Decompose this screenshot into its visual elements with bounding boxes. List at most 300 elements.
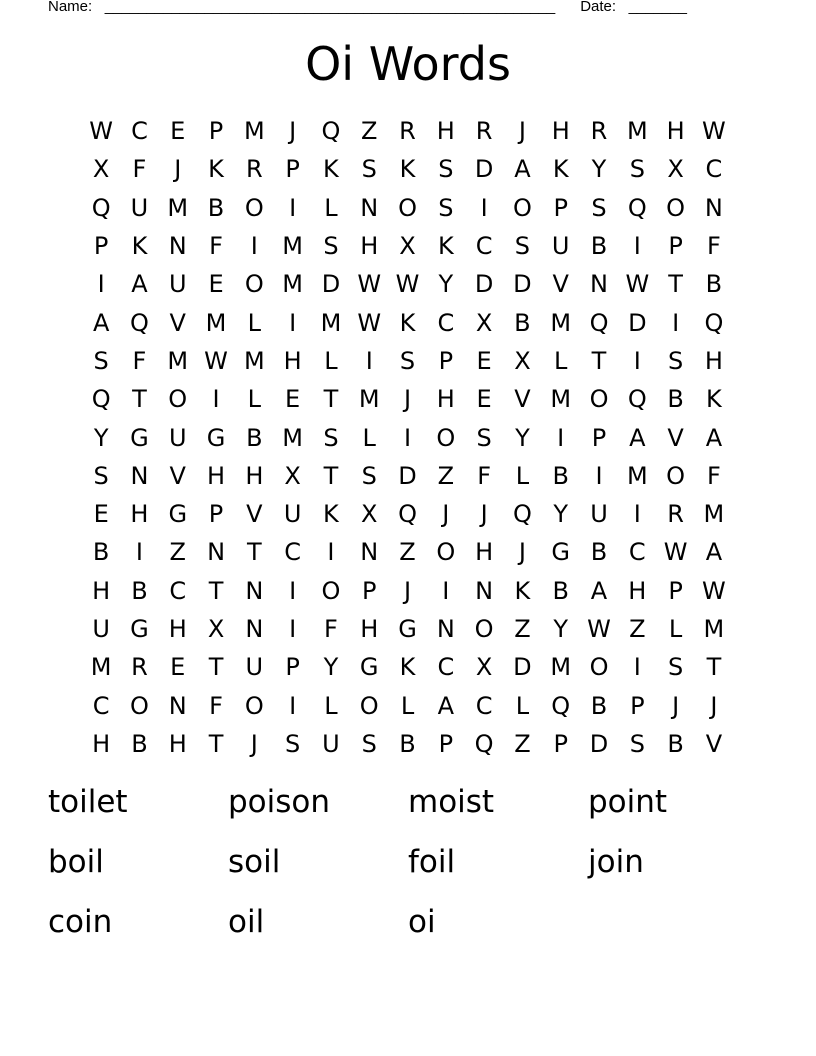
grid-letter[interactable]: S	[667, 346, 684, 375]
grid-letter[interactable]: C	[705, 155, 723, 184]
grid-letter[interactable]: K	[399, 653, 416, 682]
grid-letter[interactable]: G	[359, 653, 379, 682]
grid-letter[interactable]: O	[512, 193, 532, 222]
grid-letter[interactable]: D	[321, 270, 341, 299]
grid-letter[interactable]: K	[706, 385, 722, 414]
grid-letter[interactable]: V	[169, 461, 186, 490]
grid-letter[interactable]: H	[168, 729, 187, 758]
grid-letter[interactable]: N	[436, 615, 455, 643]
grid-letter[interactable]: J	[403, 385, 412, 414]
grid-letter[interactable]: M	[243, 346, 265, 375]
grid-letter[interactable]: U	[551, 232, 570, 261]
grid-letter[interactable]: O	[436, 538, 456, 567]
grid-letter[interactable]: M	[320, 308, 342, 337]
grid-letter[interactable]: W	[702, 117, 726, 146]
grid-letter[interactable]: R	[245, 155, 263, 184]
grid-letter[interactable]: W	[625, 270, 650, 299]
grid-letter[interactable]: M	[282, 423, 303, 452]
grid-letter[interactable]: X	[667, 155, 684, 184]
name-label: Name:	[48, 0, 93, 15]
grid-letter[interactable]: I	[289, 308, 297, 337]
grid-letter[interactable]: I	[289, 576, 297, 605]
word-bank-item: poison	[228, 784, 331, 820]
grid-letter[interactable]: F	[477, 461, 492, 490]
grid-letter[interactable]: I	[135, 538, 143, 567]
grid-letter[interactable]: O	[130, 691, 149, 720]
grid-letter[interactable]: S	[285, 729, 301, 758]
grid-letter[interactable]: H	[168, 615, 187, 643]
grid-letter[interactable]: M	[167, 193, 189, 222]
grid-letter[interactable]: L	[554, 346, 568, 375]
grid-letter[interactable]: C	[92, 691, 110, 720]
grid-letter[interactable]: W	[663, 538, 688, 567]
grid-letter[interactable]: A	[705, 538, 723, 567]
grid-letter[interactable]: E	[476, 385, 492, 414]
grid-letter[interactable]: F	[132, 346, 147, 375]
grid-letter[interactable]: L	[515, 691, 530, 720]
grid-letter[interactable]: Z	[399, 538, 416, 567]
grid-letter[interactable]: Q	[91, 193, 111, 222]
grid-letter[interactable]: U	[245, 653, 264, 682]
grid-letter[interactable]: I	[97, 270, 105, 299]
grid-letter[interactable]: I	[633, 232, 641, 261]
grid-letter[interactable]: U	[130, 193, 149, 222]
grid-letter[interactable]: Q	[321, 117, 341, 146]
grid-letter[interactable]: E	[170, 117, 186, 146]
date-blank[interactable]: _______	[628, 0, 687, 15]
grid-letter[interactable]: I	[633, 500, 641, 529]
grid-letter[interactable]: H	[92, 576, 111, 605]
grid-letter[interactable]: C	[628, 538, 646, 567]
grid-letter[interactable]: L	[515, 461, 530, 490]
grid-letter[interactable]: N	[704, 193, 723, 222]
grid-letter[interactable]: V	[169, 308, 186, 337]
grid-letter[interactable]: N	[168, 232, 187, 261]
grid-letter[interactable]: P	[285, 653, 300, 682]
grid-letter[interactable]: O	[474, 615, 494, 643]
grid-letter[interactable]: O	[666, 193, 686, 222]
grid-letter[interactable]: W	[204, 346, 228, 375]
grid-letter[interactable]: I	[557, 423, 565, 452]
grid-letter[interactable]: O	[168, 385, 188, 414]
grid-letter[interactable]: U	[92, 615, 110, 643]
grid-letter[interactable]: X	[284, 461, 301, 490]
grid-letter[interactable]: Y	[438, 270, 454, 299]
grid-letter[interactable]: B	[705, 270, 723, 299]
grid-letter[interactable]: O	[244, 193, 264, 222]
grid-letter[interactable]: X	[207, 615, 225, 643]
grid-letter[interactable]: G	[130, 423, 149, 452]
grid-letter[interactable]: N	[130, 461, 149, 490]
grid-letter[interactable]: L	[247, 385, 262, 414]
grid-letter[interactable]: J	[403, 576, 412, 605]
grid-letter[interactable]: L	[400, 691, 415, 720]
grid-letter[interactable]: Z	[514, 615, 531, 643]
grid-letter[interactable]: M	[703, 500, 725, 529]
grid-letter[interactable]: E	[93, 500, 109, 529]
grid-letter[interactable]: K	[208, 155, 224, 184]
grid-letter[interactable]: W	[357, 270, 382, 299]
grid-letter[interactable]: Z	[514, 729, 531, 758]
grid-letter[interactable]: P	[361, 576, 377, 605]
grid-letter[interactable]: O	[321, 576, 341, 605]
grid-letter[interactable]: B	[667, 729, 684, 758]
grid-letter[interactable]: N	[245, 615, 264, 643]
grid-letter[interactable]: Y	[93, 423, 109, 452]
grid-letter[interactable]: A	[437, 691, 455, 720]
grid-letter[interactable]: M	[167, 346, 189, 375]
grid-letter[interactable]: H	[666, 117, 685, 146]
grid-letter[interactable]: I	[289, 691, 297, 720]
word-bank-item: toilet	[48, 784, 128, 820]
grid-letter[interactable]: O	[436, 423, 456, 452]
grid-letter[interactable]: I	[480, 193, 488, 222]
grid-letter[interactable]: X	[399, 232, 416, 261]
grid-letter[interactable]: D	[513, 270, 532, 299]
grid-letter[interactable]: S	[93, 346, 109, 375]
grid-letter[interactable]: Q	[474, 729, 494, 758]
grid-letter[interactable]: H	[207, 461, 226, 490]
grid-letter[interactable]: J	[710, 691, 718, 720]
word-bank-item: point	[588, 784, 668, 820]
grid-letter[interactable]: P	[93, 232, 109, 261]
grid-letter[interactable]: S	[323, 423, 339, 452]
grid-letter[interactable]: P	[591, 423, 607, 452]
grid-letter[interactable]: V	[514, 385, 531, 414]
grid-letter[interactable]: Y	[591, 155, 607, 184]
grid-letter[interactable]: H	[704, 346, 723, 375]
grid-letter[interactable]: D	[513, 653, 532, 682]
grid-letter[interactable]: M	[626, 117, 648, 146]
grid-letter[interactable]: H	[475, 538, 494, 567]
grid-letter[interactable]: J	[518, 538, 526, 567]
grid-letter[interactable]: B	[552, 461, 569, 490]
grid-letter[interactable]: G	[551, 538, 571, 567]
grid-letter[interactable]: B	[92, 538, 110, 567]
grid-letter[interactable]: M	[550, 653, 572, 682]
grid-letter[interactable]: K	[552, 155, 569, 184]
grid-letter[interactable]: S	[667, 653, 684, 682]
grid-letter[interactable]: C	[475, 691, 493, 720]
grid-letter[interactable]: P	[438, 729, 454, 758]
grid-letter[interactable]: Z	[169, 538, 186, 567]
grid-letter[interactable]: O	[244, 270, 264, 299]
grid-letter[interactable]: L	[362, 423, 376, 452]
grid-letter[interactable]: E	[285, 385, 301, 414]
grid-letter[interactable]: D	[398, 461, 417, 490]
grid-letter[interactable]: S	[438, 155, 454, 184]
grid-letter[interactable]: K	[399, 155, 416, 184]
grid-letter[interactable]: P	[285, 155, 300, 184]
grid-letter[interactable]: B	[131, 729, 148, 758]
grid-letter[interactable]: W	[702, 576, 726, 605]
grid-letter[interactable]: H	[628, 576, 647, 605]
grid-letter[interactable]: B	[552, 576, 569, 605]
grid-letter[interactable]: B	[246, 423, 263, 452]
grid-letter[interactable]: I	[672, 308, 680, 337]
grid-letter[interactable]: C	[475, 232, 493, 261]
grid-letter[interactable]: B	[667, 385, 684, 414]
name-date-line	[48, 0, 748, 17]
grid-letter[interactable]: M	[358, 385, 380, 414]
grid-letter[interactable]: J	[250, 729, 258, 758]
grid-letter[interactable]: R	[131, 653, 148, 682]
grid-letter[interactable]: N	[207, 538, 226, 567]
grid-letter[interactable]: I	[633, 653, 641, 682]
grid-letter[interactable]: C	[437, 308, 455, 337]
grid-letter[interactable]: N	[475, 576, 494, 605]
grid-letter[interactable]: I	[403, 423, 412, 452]
grid-letter[interactable]: T	[668, 270, 683, 299]
grid-letter[interactable]: A	[590, 576, 608, 605]
grid-letter[interactable]: Q	[398, 500, 417, 529]
grid-letter[interactable]: I	[289, 193, 297, 222]
grid-letter[interactable]: Q	[704, 308, 724, 337]
grid-letter[interactable]: K	[131, 232, 148, 261]
grid-letter[interactable]: I	[327, 538, 335, 567]
grid-letter[interactable]: E	[208, 270, 224, 299]
grid-letter[interactable]: O	[589, 653, 609, 682]
grid-letter[interactable]: P	[438, 346, 454, 375]
grid-letter[interactable]: N	[168, 691, 187, 720]
grid-letter[interactable]: I	[442, 576, 450, 605]
word-bank-item: oil	[228, 904, 265, 940]
grid-letter[interactable]: S	[361, 461, 377, 490]
grid-letter[interactable]: L	[324, 193, 338, 222]
grid-letter[interactable]: E	[476, 346, 492, 375]
grid-letter[interactable]: D	[474, 155, 494, 184]
grid-letter[interactable]: S	[399, 346, 416, 375]
grid-letter[interactable]: O	[398, 193, 417, 222]
grid-letter[interactable]: M	[243, 117, 265, 146]
grid-letter[interactable]: H	[436, 117, 455, 146]
grid-letter[interactable]: S	[476, 423, 492, 452]
grid-letter[interactable]: K	[323, 155, 339, 184]
grid-letter[interactable]: R	[399, 117, 416, 146]
grid-letter[interactable]: Y	[323, 653, 339, 682]
grid-letter[interactable]: I	[633, 346, 641, 375]
grid-letter[interactable]: J	[672, 691, 680, 720]
grid-letter[interactable]: T	[323, 385, 339, 414]
grid-letter[interactable]: U	[168, 423, 187, 452]
grid-letter[interactable]: C	[284, 538, 302, 567]
grid-letter[interactable]: X	[475, 308, 493, 337]
grid-letter[interactable]: I	[289, 615, 297, 643]
grid-letter[interactable]: S	[323, 232, 339, 261]
grid-letter[interactable]: X	[475, 653, 493, 682]
grid-letter[interactable]: Y	[553, 500, 569, 529]
grid-letter[interactable]: T	[323, 461, 339, 490]
grid-letter[interactable]: W	[395, 270, 420, 299]
grid-letter[interactable]: W	[357, 308, 382, 337]
grid-letter[interactable]: P	[668, 576, 683, 605]
grid-letter[interactable]: A	[705, 423, 723, 452]
grid-letter[interactable]: P	[553, 729, 568, 758]
grid-letter[interactable]: R	[590, 117, 608, 146]
grid-letter[interactable]: U	[283, 500, 302, 529]
grid-letter[interactable]: Q	[91, 385, 111, 414]
grid-letter[interactable]: E	[170, 653, 186, 682]
grid-letter[interactable]: N	[360, 193, 379, 222]
grid-letter[interactable]: G	[168, 500, 188, 529]
grid-letter[interactable]: J	[518, 117, 526, 146]
grid-letter[interactable]: M	[282, 270, 303, 299]
grid-letter[interactable]: S	[629, 729, 645, 758]
grid-letter[interactable]: H	[130, 500, 149, 529]
grid-letter[interactable]: T	[247, 538, 262, 567]
grid-letter[interactable]: B	[590, 232, 608, 261]
grid-letter[interactable]: N	[590, 270, 608, 299]
word-search-grid	[82, 112, 733, 763]
grid-letter[interactable]: F	[209, 232, 223, 261]
grid-letter[interactable]: F	[706, 232, 721, 261]
grid-letter[interactable]: N	[245, 576, 264, 605]
grid-letter[interactable]: V	[705, 729, 723, 758]
grid-letter[interactable]: M	[703, 615, 725, 643]
grid-letter[interactable]: T	[208, 576, 224, 605]
grid-letter[interactable]: B	[399, 729, 416, 758]
grid-letter[interactable]: T	[132, 385, 147, 414]
grid-letter[interactable]: H	[245, 461, 264, 490]
grid-letter[interactable]: J	[480, 500, 488, 529]
grid-letter[interactable]: S	[514, 232, 531, 261]
grid-letter[interactable]: D	[589, 729, 609, 758]
grid-letter[interactable]: S	[591, 193, 607, 222]
date-label: Date:	[580, 0, 617, 15]
grid-letter[interactable]: S	[361, 155, 377, 184]
grid-letter[interactable]: A	[131, 270, 148, 299]
grid-letter[interactable]: J	[289, 117, 297, 146]
grid-letter[interactable]: X	[92, 155, 110, 184]
grid-letter[interactable]: V	[246, 500, 263, 529]
grid-letter[interactable]: P	[208, 500, 224, 529]
grid-letter[interactable]: S	[629, 155, 645, 184]
grid-letter[interactable]: W	[587, 615, 611, 643]
grid-letter[interactable]: O	[666, 461, 686, 490]
grid-letter[interactable]: G	[206, 423, 226, 452]
grid-letter[interactable]: G	[398, 615, 417, 643]
grid-letter[interactable]: S	[93, 461, 109, 490]
grid-letter[interactable]: C	[437, 653, 455, 682]
grid-letter[interactable]: Q	[551, 691, 571, 720]
grid-letter[interactable]: B	[207, 193, 225, 222]
grid-letter[interactable]: A	[629, 423, 646, 452]
grid-letter[interactable]: H	[436, 385, 455, 414]
name-blank[interactable]: ______________________________________________________	[104, 0, 556, 15]
grid-letter[interactable]: K	[437, 232, 454, 261]
grid-letter[interactable]: O	[359, 691, 379, 720]
grid-letter[interactable]: B	[131, 576, 148, 605]
grid-letter[interactable]: Z	[437, 461, 455, 490]
grid-letter[interactable]: M	[90, 653, 112, 682]
grid-letter[interactable]: F	[324, 615, 338, 643]
grid-letter[interactable]: T	[208, 729, 224, 758]
grid-letter[interactable]: Z	[629, 615, 646, 643]
grid-letter[interactable]: S	[361, 729, 377, 758]
grid-letter[interactable]: H	[283, 346, 302, 375]
grid-letter[interactable]: H	[360, 232, 379, 261]
grid-letter[interactable]: B	[514, 308, 531, 337]
grid-letter[interactable]: Q	[512, 500, 532, 529]
grid-letter[interactable]: J	[174, 155, 182, 184]
grid-letter[interactable]: C	[169, 576, 187, 605]
grid-letter[interactable]: C	[131, 117, 148, 146]
grid-letter[interactable]: P	[208, 117, 224, 146]
grid-letter[interactable]: S	[438, 193, 454, 222]
grid-letter[interactable]: X	[514, 346, 531, 375]
grid-letter[interactable]: R	[667, 500, 684, 529]
grid-letter[interactable]: Q	[627, 193, 647, 222]
grid-letter[interactable]: M	[550, 385, 572, 414]
grid-letter[interactable]: F	[209, 691, 223, 720]
grid-letter[interactable]: H	[92, 729, 111, 758]
grid-letter[interactable]: M	[626, 461, 648, 490]
grid-letter[interactable]: V	[552, 270, 569, 299]
grid-letter[interactable]: O	[589, 385, 609, 414]
grid-letter[interactable]: Q	[589, 308, 609, 337]
grid-letter[interactable]: I	[250, 232, 258, 261]
grid-letter[interactable]: I	[365, 346, 373, 375]
grid-letter[interactable]: U	[590, 500, 608, 529]
grid-letter[interactable]: M	[282, 232, 303, 261]
grid-letter[interactable]: O	[244, 691, 264, 720]
grid-letter[interactable]: I	[595, 461, 603, 490]
grid-letter[interactable]: L	[324, 346, 338, 375]
grid-letter[interactable]: U	[168, 270, 187, 299]
grid-letter[interactable]: P	[553, 193, 568, 222]
grid-letter[interactable]: F	[706, 461, 721, 490]
grid-letter[interactable]: D	[474, 270, 494, 299]
grid-letter[interactable]: F	[132, 155, 147, 184]
grid-letter[interactable]: A	[514, 155, 531, 184]
grid-letter[interactable]: T	[208, 653, 224, 682]
grid-letter[interactable]: D	[628, 308, 647, 337]
grid-letter[interactable]: W	[89, 117, 114, 146]
grid-letter[interactable]: H	[360, 615, 379, 643]
grid-letter[interactable]: H	[551, 117, 570, 146]
grid-letter[interactable]: K	[323, 500, 339, 529]
word-bank-item: foil	[408, 844, 456, 880]
grid-letter[interactable]: P	[668, 232, 683, 261]
grid-letter[interactable]: M	[550, 308, 572, 337]
grid-letter[interactable]: G	[130, 615, 149, 643]
grid-letter[interactable]: U	[322, 729, 340, 758]
grid-letter[interactable]: Z	[361, 117, 378, 146]
grid-letter[interactable]: X	[361, 500, 378, 529]
grid-letter[interactable]: Y	[515, 423, 530, 452]
grid-letter[interactable]: V	[667, 423, 684, 452]
grid-letter[interactable]: B	[590, 538, 608, 567]
grid-letter[interactable]: P	[630, 691, 645, 720]
grid-letter[interactable]: T	[706, 653, 722, 682]
grid-letter[interactable]: B	[590, 691, 608, 720]
grid-letter[interactable]: Y	[553, 615, 569, 643]
grid-letter[interactable]: M	[205, 308, 227, 337]
grid-letter[interactable]: T	[591, 346, 607, 375]
grid-letter[interactable]: N	[360, 538, 379, 567]
grid-letter[interactable]: J	[442, 500, 450, 529]
grid-letter[interactable]: L	[324, 691, 338, 720]
grid-letter[interactable]: Q	[130, 308, 149, 337]
grid-letter[interactable]: Q	[627, 385, 647, 414]
grid-letter[interactable]: L	[668, 615, 683, 643]
grid-letter[interactable]: A	[92, 308, 110, 337]
grid-letter[interactable]: L	[247, 308, 262, 337]
grid-letter[interactable]: R	[475, 117, 493, 146]
grid-letter[interactable]: K	[514, 576, 531, 605]
grid-letter[interactable]: I	[212, 385, 220, 414]
grid-letter[interactable]: K	[399, 308, 416, 337]
